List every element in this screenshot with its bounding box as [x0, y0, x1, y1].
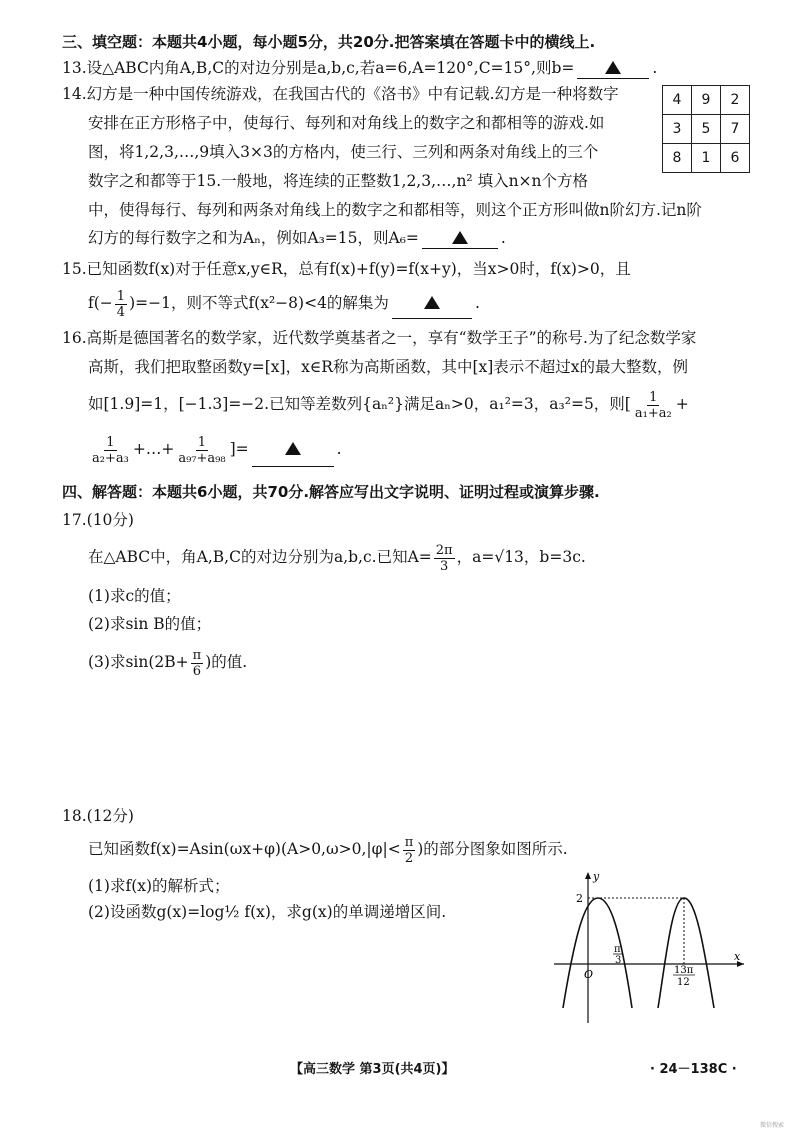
q13-answer-blank — [577, 58, 649, 79]
q17-text: ，a=√13，b=3c. — [456, 548, 586, 566]
q18-stem — [88, 832, 568, 866]
tick2-numerator: 13π — [674, 965, 694, 976]
tick1-denominator: 3 — [615, 955, 622, 966]
q18-text: 已知函数f(x)=Asin(ωx+φ)(A>0,ω>0,|φ|< — [88, 840, 401, 858]
y-axis-arrow-icon — [585, 872, 591, 879]
section3-heading: 三、填空题：本题共4小题，每小题5分，共20分.把答案填在答题卡中的横线上. — [62, 33, 596, 51]
fraction-numerator: 1 — [116, 288, 126, 304]
q14-answer-blank — [422, 228, 498, 249]
q13-number: 13. — [62, 59, 87, 77]
tick2-denominator: 12 — [677, 977, 690, 988]
q17-part-2: (2)求sin B的值； — [88, 615, 212, 633]
question-13 — [62, 58, 657, 79]
fraction-numerator: π — [192, 647, 202, 663]
q15-end: . — [474, 294, 480, 312]
q15-text: )=−1，则不等式f(x²−8)<4的解集为 — [129, 294, 389, 312]
q16-text: 如[1.9]=1，[−1.3]=−2.已知等差数列{aₙ²}满足aₙ>0，a₁²=3，a₃²=5，则[ — [88, 395, 631, 413]
q16-fraction-2 — [90, 435, 131, 466]
origin-label: O — [584, 968, 594, 981]
q13-text: 设△ABC内角A,B,C的对边分别是a,b,c,若a=6,A=120°,C=15°,则b= — [86, 59, 575, 77]
footer-page-info: 【高三数学 第3页(共4页)】 — [290, 1062, 455, 1077]
q15-line-2 — [88, 288, 480, 320]
q16-answer-blank — [252, 432, 334, 467]
q14-text-line: 安排在正方形格子中，使每行、每列和对角线上的数字之和都相等的游戏.如 — [88, 114, 605, 132]
magic-cell: 7 — [721, 115, 750, 144]
triangle-icon — [424, 296, 440, 309]
magic-cell: 8 — [663, 144, 692, 173]
q16-end: . — [336, 440, 342, 458]
q18-part-2: (2)设函数g(x)=log½ f(x)，求g(x)的单调递增区间. — [88, 903, 447, 921]
fraction-numerator: π — [404, 834, 414, 850]
sine-curve — [563, 898, 714, 1008]
magic-cell: 6 — [721, 144, 750, 173]
magic-cell: 3 — [663, 115, 692, 144]
q15-text: f(− — [88, 294, 113, 312]
q16-line-3 — [88, 387, 689, 421]
triangle-icon — [605, 61, 621, 74]
q16-fraction-1 — [633, 390, 674, 421]
q17-text: 在△ABC中，角A,B,C的对边分别为a,b,c.已知A= — [88, 548, 432, 566]
y-axis-label: y — [593, 870, 600, 883]
q14-text: 幻方的每行数字之和为Aₙ，例如A₃=15，则A₆= — [88, 229, 419, 247]
q17-part-3 — [88, 645, 247, 679]
q16-text: ]= — [229, 440, 249, 458]
fraction-denominator: 2 — [404, 850, 414, 866]
q17-text: )的值. — [205, 653, 248, 671]
q16-text-line: 高斯，我们把取整函数y=[x]，x∈R称为高斯函数，其中[x]表示不超过x的最大整数，例 — [88, 358, 689, 376]
fraction-numerator: 1 — [649, 389, 658, 405]
watermark: 微信搜索 — [760, 1122, 785, 1129]
q14-end: . — [500, 229, 506, 247]
magic-cell: 9 — [692, 86, 721, 115]
fraction-denominator: a₁+a₂ — [634, 405, 672, 421]
q17-header: 17.(10分) — [62, 511, 134, 529]
section4-heading: 四、解答题：本题共6小题，共70分.解答应写出文字说明、证明过程或演算步骤. — [62, 483, 600, 501]
q18-function-graph — [548, 868, 748, 1028]
q15-text: 已知函数f(x)对于任意x,y∈R，总有f(x)+f(y)=f(x+y)，当x>0时，f(x)>0，且 — [86, 260, 631, 278]
q18-fraction — [403, 835, 416, 866]
fraction-numerator: 1 — [197, 434, 207, 450]
fraction-denominator: 4 — [116, 304, 126, 320]
q18-text: )的部分图象如图所示. — [417, 840, 568, 858]
fraction-numerator: 2π — [435, 542, 453, 558]
magic-cell: 1 — [692, 144, 721, 173]
q14-number: 14. — [62, 85, 87, 103]
q17-part-1: (1)求c的值； — [88, 587, 181, 605]
question-16-line-1 — [62, 328, 696, 348]
q17-stem — [88, 540, 586, 574]
q18-part-1: (1)求f(x)的解析式； — [88, 877, 230, 895]
x-axis-label: x — [734, 950, 741, 963]
magic-cell: 5 — [692, 115, 721, 144]
triangle-icon — [452, 231, 468, 244]
q16-line-4 — [88, 432, 342, 467]
plus-sign: + — [675, 395, 689, 413]
magic-cell: 4 — [663, 86, 692, 115]
magic-cell: 2 — [721, 86, 750, 115]
q15-answer-blank — [392, 288, 472, 319]
q13-end: . — [652, 59, 658, 77]
q17-text: (3)求sin(2B+ — [88, 653, 189, 671]
q16-fraction-3 — [176, 435, 227, 466]
q15-number: 15. — [62, 260, 87, 278]
triangle-icon — [285, 442, 301, 455]
q14-text-line: 数字之和都等于15.一般地，将连续的正整数1,2,3,…,n² 填入n×n个方格 — [88, 172, 589, 190]
fraction-denominator: 6 — [192, 663, 202, 679]
max-value-label: 2 — [576, 892, 583, 905]
question-15-line-1 — [62, 259, 631, 279]
q15-fraction — [115, 289, 127, 320]
q14-text-line-last — [88, 228, 506, 249]
q14-text-line: 中，使得每行、每列和两条对角线上的数字之和都相等，则这个正方形叫做n阶幻方.记n阶 — [88, 201, 702, 219]
footer-code: · 24－138C · — [650, 1062, 737, 1077]
q14-text-line: 幻方是一种中国传统游戏，在我国古代的《洛书》中有记载.幻方是一种将数字 — [86, 85, 619, 103]
magic-square — [662, 85, 750, 173]
fraction-denominator: a₉₇+a₉₈ — [178, 450, 226, 466]
question-14-line-1 — [62, 84, 619, 104]
fraction-denominator: 3 — [440, 558, 449, 574]
q17-fraction — [434, 543, 455, 574]
q17-p3-fraction — [191, 648, 204, 679]
ellipsis-sum: +…+ — [132, 440, 175, 458]
fraction-denominator: a₂+a₃ — [92, 450, 129, 466]
q14-text-line: 图，将1,2,3,…,9填入3×3的方格内，使三行、三列和两条对角线上的三个 — [88, 143, 599, 161]
fraction-numerator: 1 — [106, 434, 115, 450]
tick1-numerator: π — [614, 944, 621, 955]
q16-text: 高斯是德国著名的数学家，近代数学奠基者之一，享有“数学王子”的称号.为了纪念数学家 — [86, 329, 697, 347]
q18-header: 18.(12分) — [62, 807, 134, 825]
q16-number: 16. — [62, 329, 87, 347]
